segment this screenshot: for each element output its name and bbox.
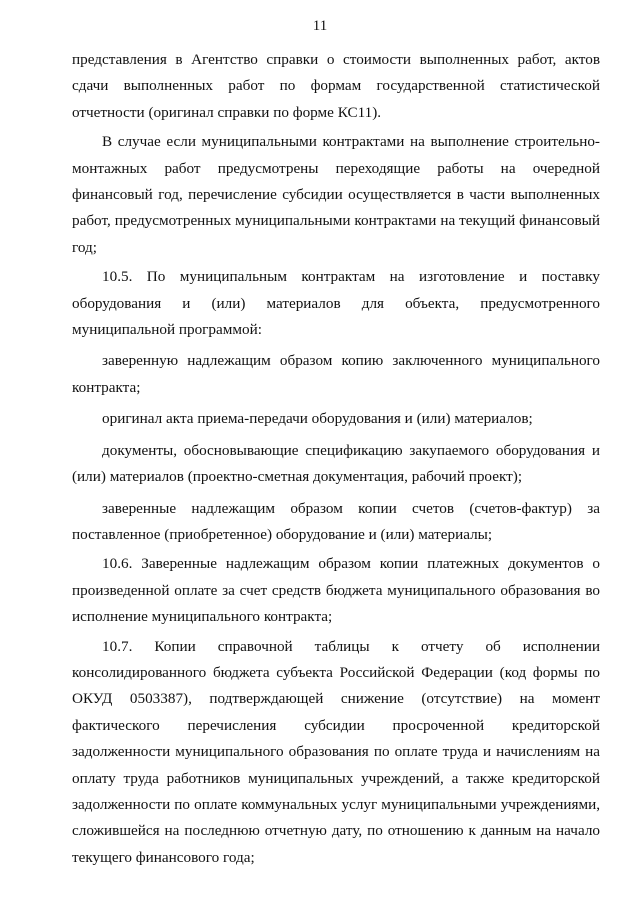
list-item-specification-documents: документы, обосновывающие спецификацию закупаемого оборудования и (или) материалов (проектно-сметная документация, рабочий проект); — [72, 441, 600, 486]
paragraph-continuation: представления в Агентство справки о стоимости выполненных работ, актов сдачи выполненных работ по формам государственной статистической отчетности (оригинал справки по форме КС11). — [72, 51, 600, 121]
document-body — [72, 47, 600, 871]
paragraph-10-5: 10.5. По муниципальным контрактам на изготовление и поставку оборудования и (или) материалов для объекта, предусмотренного муниципальной программой: — [72, 268, 600, 339]
paragraph-10-7: 10.7. Копии справочной таблицы к отчету об исполнении консолидированного бюджета субъекта Российской Федерации (код формы по ОКУД 0503387), подтверждающей снижение (отсутствие) на момент фактического перечисления субсидии просроченной кредиторской задолженности муниципального образования по оплате труда и начислениям на оплату труда работников муниципальных учреждений, а также кредиторской задолженности по оплате коммунальных услуг муниципальными учреждениями, сложившейся на последнюю отчетную дату, по отношению к данным на начало текущего финансового года; — [72, 637, 600, 866]
list-item-transfer-act: оригинал акта приема-передачи оборудования и (или) материалов; — [102, 410, 533, 428]
list-item-contract-copy: заверенную надлежащим образом копию заключенного муниципального контракта; — [72, 352, 600, 396]
paragraph-10-6: 10.6. Заверенные надлежащим образом копии платежных документов о произведенной оплате за счет средств бюджета муниципального образования во исполнение муниципального контракта; — [72, 555, 600, 626]
page-number: 11 — [312, 18, 328, 34]
paragraph-transitional-works: В случае если муниципальными контрактами на выполнение строительно-монтажных работ предусмотрены переходящие работы на очередной финансовый год, перечисление субсидии осуществляется в части выполненных работ, предусмотренных муниципальными контрактами на текущий финансовый год; — [72, 133, 600, 256]
list-item-invoice-copies: заверенные надлежащим образом копии счетов (счетов-фактур) за поставленное (приобретенное) оборудование и (или) материалы; — [72, 499, 600, 543]
